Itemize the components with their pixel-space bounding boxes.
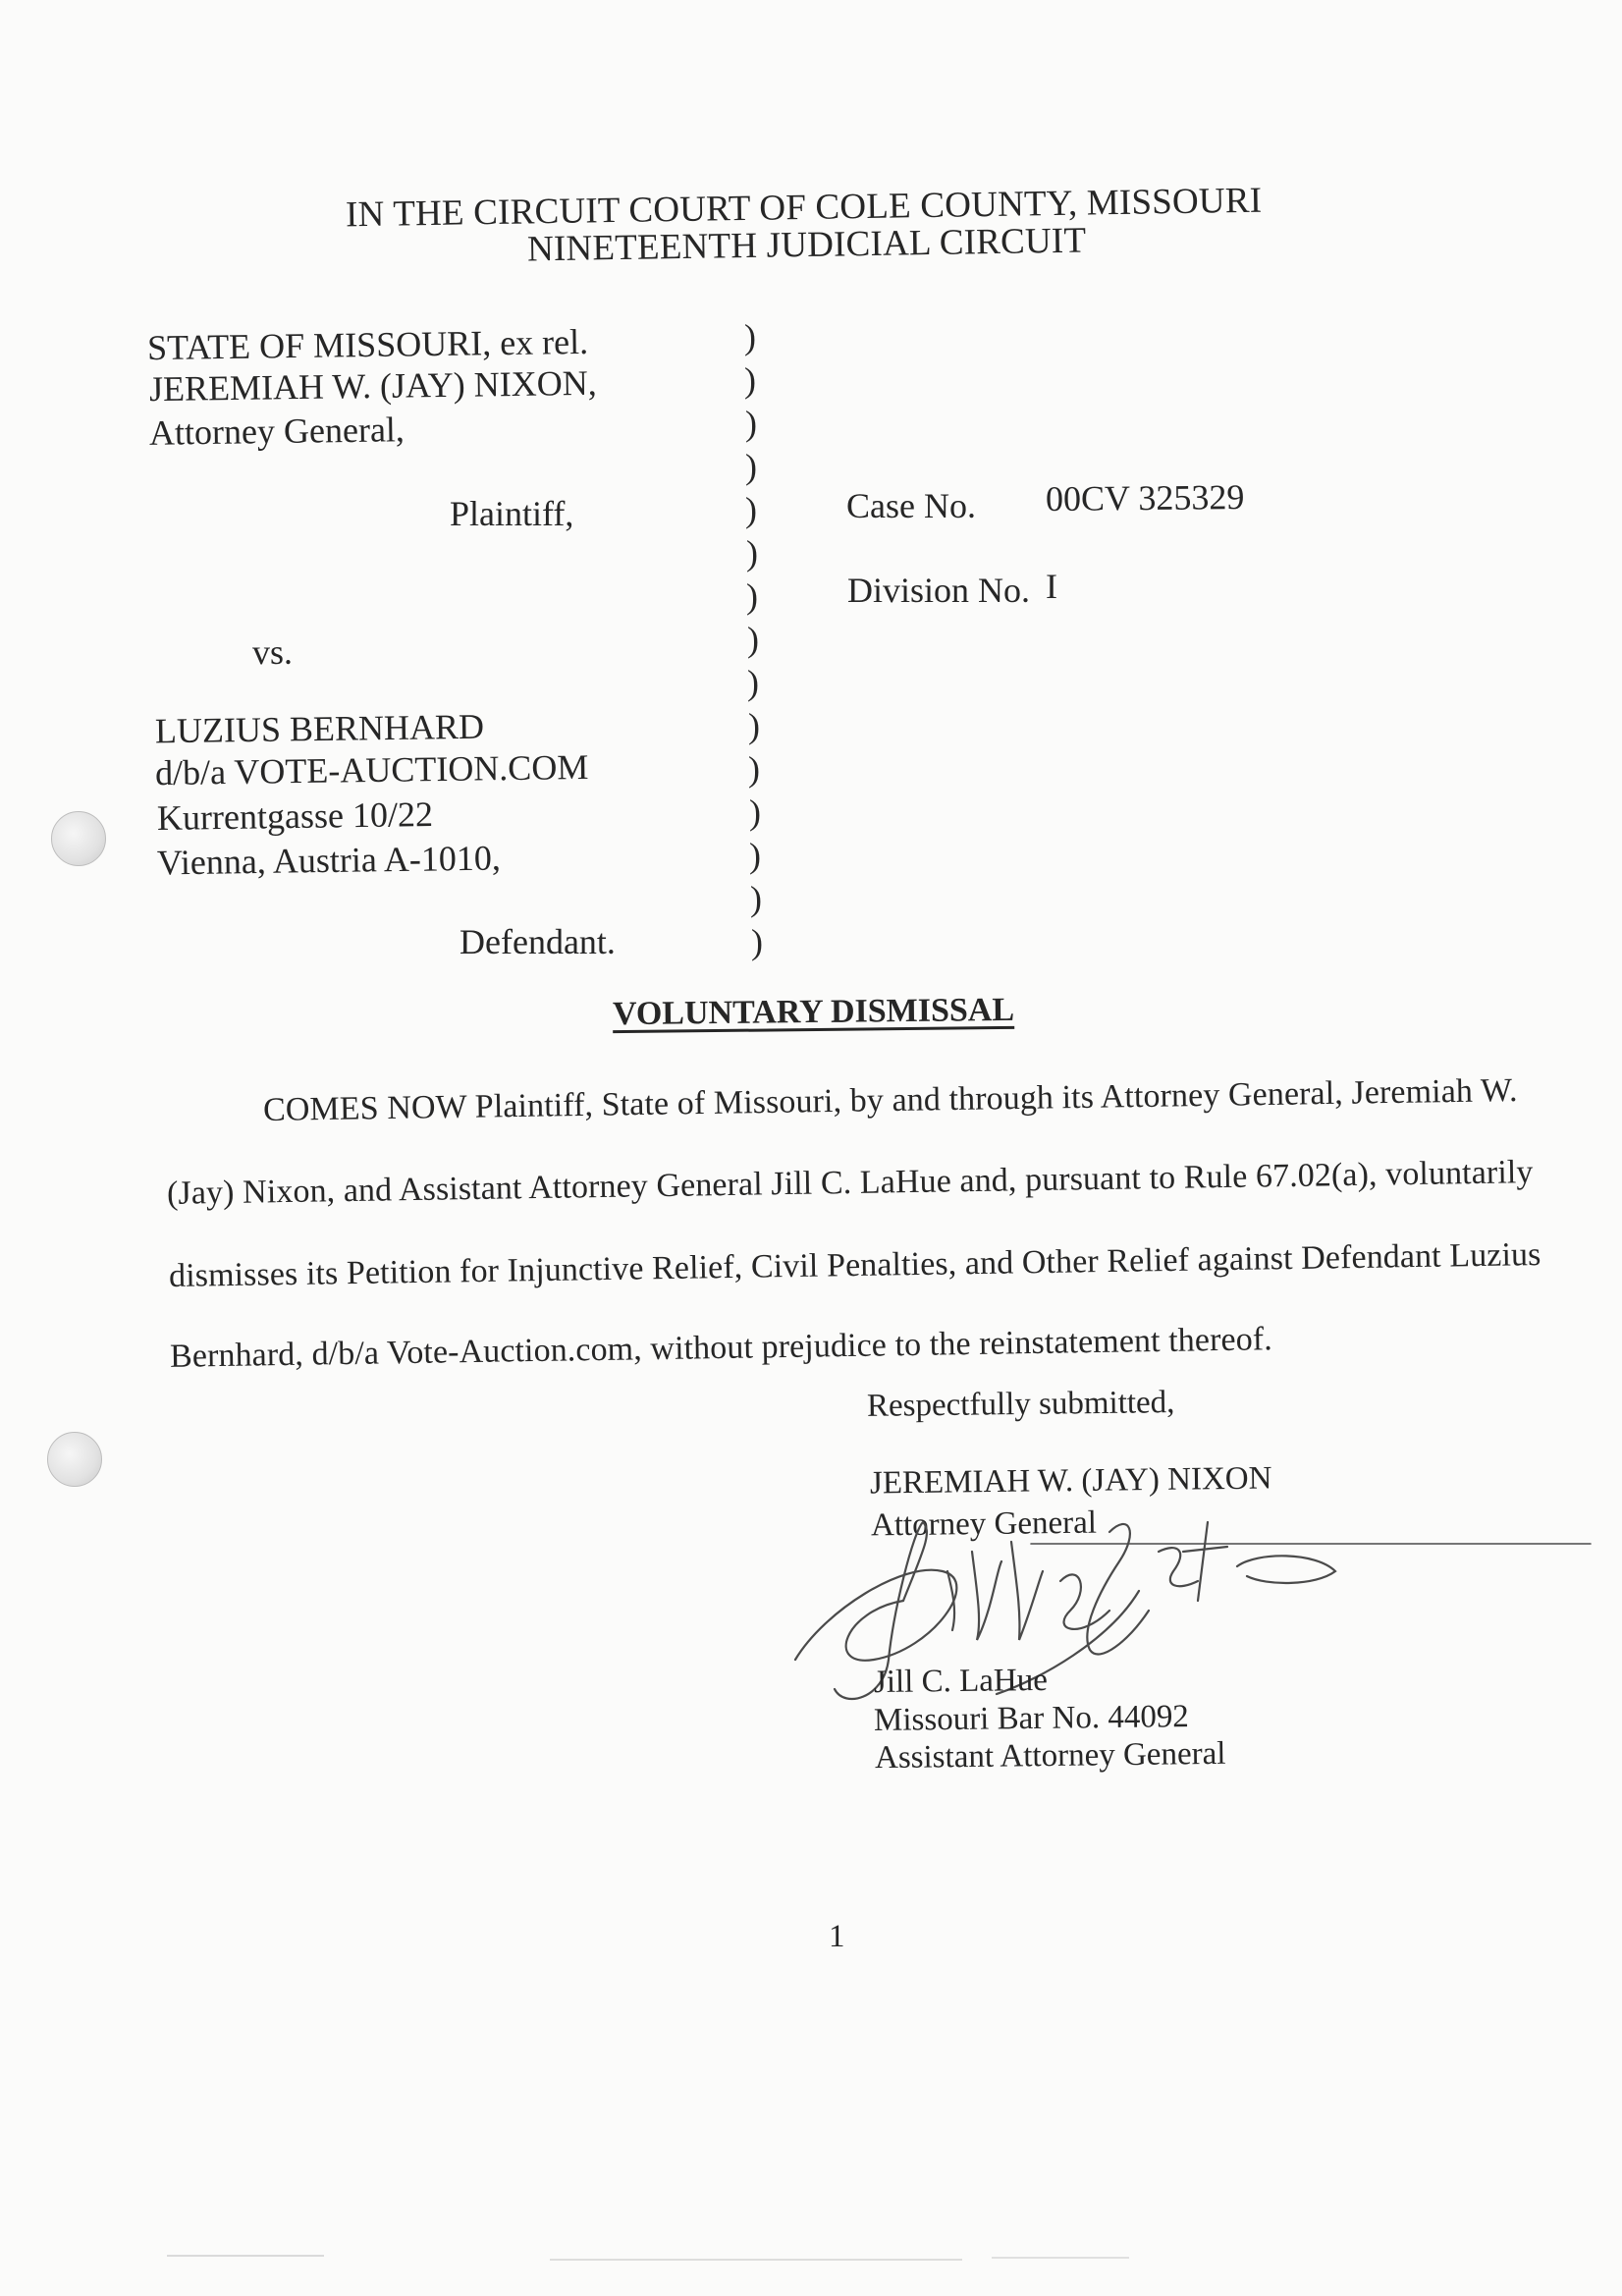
paren-mark: ) (745, 404, 757, 443)
paren-mark: ) (745, 447, 757, 486)
case-number: 00CV 325329 (1045, 476, 1245, 519)
paren-mark: ) (746, 576, 758, 616)
paren-mark: ) (745, 490, 757, 529)
case-label: Case No. (846, 486, 976, 525)
paren-mark: ) (744, 360, 756, 400)
scan-artifact (992, 2257, 1129, 2259)
paren-mark: ) (749, 793, 761, 832)
paren-mark: ) (748, 749, 760, 789)
scan-artifact (167, 2255, 324, 2257)
versus: vs. (252, 632, 294, 672)
scan-artifact (550, 2259, 962, 2261)
plaintiff-role: Plaintiff, (450, 494, 574, 533)
closing: Respectfully submitted, (866, 1385, 1175, 1424)
page-number: 1 (829, 1919, 845, 1954)
plaintiff-line: Attorney General, (148, 410, 406, 453)
defendant-role: Defendant. (460, 922, 616, 961)
defendant-line: LUZIUS BERNHARD (154, 706, 485, 751)
document-title: VOLUNTARY DISMISSAL (612, 991, 1015, 1033)
defendant-line: Vienna, Austria A-1010, (156, 838, 502, 883)
body-line: (Jay) Nixon, and Assistant Attorney General Jill C. LaHue and, pursuant to Rule 67.02(a), voluntarily (166, 1154, 1534, 1212)
division-number: I (1046, 567, 1057, 606)
signer-name: Jill C. LaHue (873, 1662, 1049, 1701)
paren-mark: ) (749, 836, 761, 875)
bar-number: Missouri Bar No. 44092 (873, 1699, 1190, 1738)
paren-mark: ) (748, 706, 760, 745)
defendant-line: d/b/a VOTE-AUCTION.COM (154, 746, 589, 793)
plaintiff-line: JEREMIAH W. (JAY) NIXON, (148, 362, 597, 410)
body-line: COMES NOW Plaintiff, State of Missouri, by and through its Attorney General, Jeremiah W. (262, 1071, 1518, 1129)
signer-title: Assistant Attorney General (874, 1735, 1226, 1777)
punch-hole-top (51, 811, 106, 866)
paren-mark: ) (744, 317, 756, 356)
signatory-title: Attorney General (870, 1504, 1098, 1544)
paren-mark: ) (747, 663, 759, 702)
paren-mark: ) (747, 620, 759, 659)
plaintiff-line: STATE OF MISSOURI, ex rel. (146, 321, 589, 368)
signatory-name: JEREMIAH W. (JAY) NIXON (869, 1460, 1272, 1502)
body-line: Bernhard, d/b/a Vote-Auction.com, without prejudice to the reinstatement thereof. (169, 1321, 1273, 1375)
body-line: dismisses its Petition for Injunctive Relief, Civil Penalties, and Other Relief against Defendant Luzius (168, 1236, 1541, 1294)
paren-mark: ) (746, 533, 758, 573)
paren-mark: ) (751, 922, 763, 961)
paren-mark: ) (750, 879, 762, 918)
defendant-line: Kurrentgasse 10/22 (156, 794, 434, 838)
judicial-circuit: NINETEENTH JUDICIAL CIRCUIT (526, 220, 1087, 270)
division-label: Division No. (847, 571, 1031, 610)
court-name: IN THE CIRCUIT COURT OF COLE COUNTY, MISSOURI (345, 180, 1263, 236)
punch-hole-bottom (47, 1432, 102, 1487)
